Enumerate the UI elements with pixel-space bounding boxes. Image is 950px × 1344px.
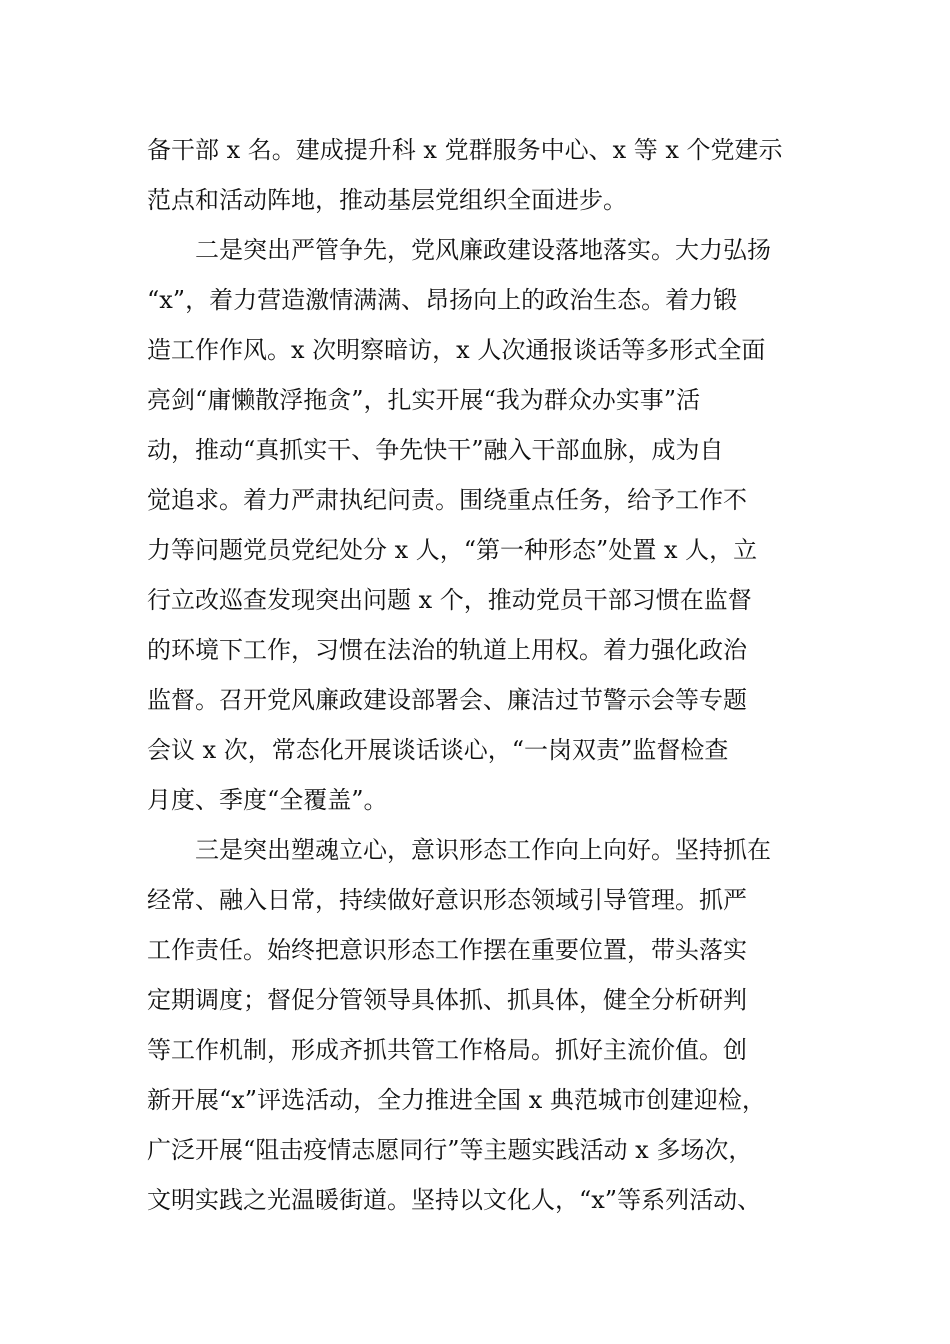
text-line: 文明实践之光温暖街道。坚持以文化人，“x”等系列活动、 <box>147 1186 762 1214</box>
text-line: 亮剑“庸懒散浮拖贪”，扎实开展“我为群众办实事”活 <box>147 386 701 414</box>
text-line: 月度、季度“全覆盖”。 <box>147 786 388 814</box>
text-line: 行立改巡查发现突出问题 x 个，推动党员干部习惯在监督 <box>147 586 752 614</box>
paragraph-start-line: 三是突出塑魂立心，意识形态工作向上向好。坚持抓在 <box>195 836 771 864</box>
text-line: 动，推动“真抓实干、争先快干”融入干部血脉，成为自 <box>147 436 724 464</box>
text-line: “x”，着力营造激情满满、昂扬向上的政治生态。着力锻 <box>147 286 738 314</box>
text-line: 的环境下工作，习惯在法治的轨道上用权。着力强化政治 <box>147 636 747 664</box>
text-line: 范点和活动阵地，推动基层党组织全面进步。 <box>147 186 627 214</box>
text-line: 监督。召开党风廉政建设部署会、廉洁过节警示会等专题 <box>147 686 747 714</box>
text-line: 新开展“x”评选活动，全力推进全国 x 典范城市创建迎检， <box>147 1086 766 1114</box>
text-line: 备干部 x 名。建成提升科 x 党群服务中心、x 等 x 个党建示 <box>147 136 783 164</box>
text-line: 定期调度；督促分管领导具体抓、抓具体，健全分析研判 <box>147 986 747 1014</box>
text-line: 等工作机制，形成齐抓共管工作格局。抓好主流价值。创 <box>147 1036 747 1064</box>
text-line: 造工作作风。x 次明察暗访，x 人次通报谈话等多形式全面 <box>147 336 766 364</box>
text-line: 工作责任。始终把意识形态工作摆在重要位置，带头落实 <box>147 936 747 964</box>
text-line: 广泛开展“阻击疫情志愿同行”等主题实践活动 x 多场次， <box>147 1136 753 1164</box>
text-line: 经常、融入日常，持续做好意识形态领域引导管理。抓严 <box>147 886 747 914</box>
paragraph-start-line: 二是突出严管争先，党风廉政建设落地落实。大力弘扬 <box>195 236 771 264</box>
text-line: 会议 x 次，常态化开展谈话谈心，“一岗双责”监督检查 <box>147 736 729 764</box>
text-line: 力等问题党员党纪处分 x 人，“第一种形态”处置 x 人，立 <box>147 536 758 564</box>
text-line: 觉追求。着力严肃执纪问责。围绕重点任务，给予工作不 <box>147 486 747 514</box>
